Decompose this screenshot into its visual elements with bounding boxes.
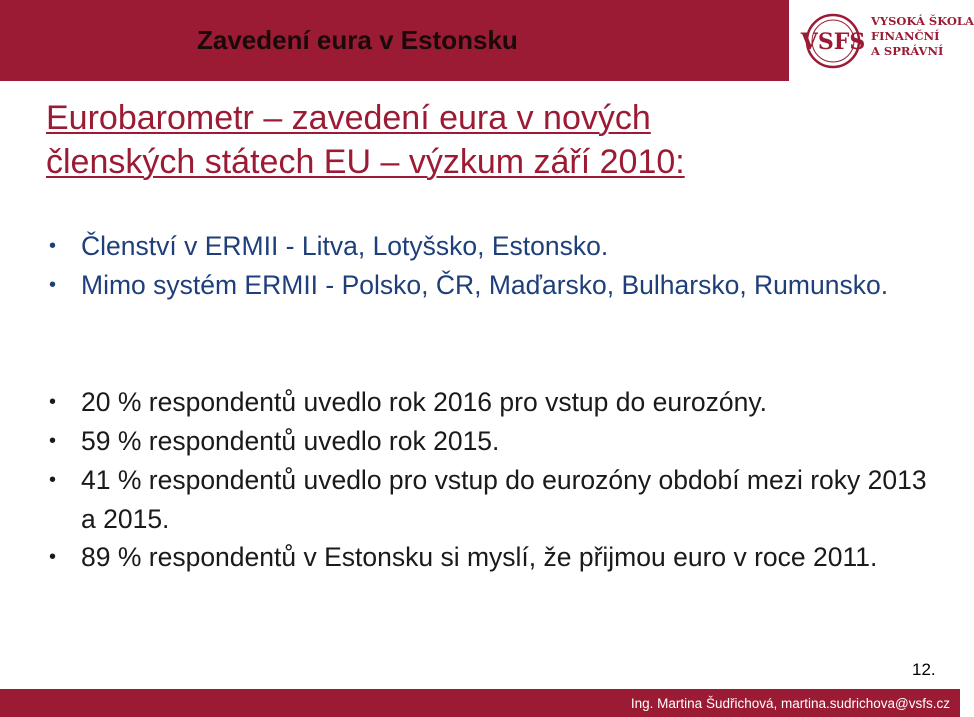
list-item-text: Členství v ERMII - Litva, Lotyšsko, Estonsko. bbox=[81, 231, 609, 261]
list-item bbox=[49, 422, 941, 461]
bullet-icon: • bbox=[49, 430, 57, 452]
bullet-icon: • bbox=[49, 274, 57, 296]
logo-wordmark bbox=[871, 14, 974, 59]
list-item bbox=[49, 461, 941, 539]
bullet-icon: • bbox=[49, 469, 57, 491]
footer-author: Ing. Martina Šudřichová, martina.sudrichova@vsfs.cz bbox=[630, 696, 950, 711]
list-item-text: 89 % respondentů v Estonsku si myslí, že přijmou euro v roce 2011. bbox=[81, 542, 878, 572]
slide-title: Zavedení eura v Estonsku bbox=[197, 25, 518, 55]
heading-line-1: Eurobarometr – zavedení eura v nových bbox=[46, 99, 651, 137]
school-logo bbox=[789, 0, 974, 81]
list-item-text: 41 % respondentů uvedlo pro vstup do eurozóny období mezi roky 2013 a 2015. bbox=[81, 465, 927, 534]
logo-monogram: VSFS bbox=[800, 29, 866, 55]
logo-line-1: VYSOKÁ ŠKOLA bbox=[871, 14, 974, 28]
slide-heading bbox=[46, 96, 926, 184]
list-item-text: Mimo systém ERMII - Polsko, ČR, Maďarsko, Bulharsko, Rumunsko. bbox=[81, 270, 889, 300]
logo-line-3: A SPRÁVNÍ bbox=[871, 44, 944, 58]
list-item-text: 20 % respondentů uvedlo rok 2016 pro vstup do eurozóny. bbox=[81, 387, 768, 417]
heading-line-2: členských státech EU – výzkum září 2010: bbox=[46, 143, 685, 181]
bullet-icon: • bbox=[49, 235, 57, 257]
list-item-text: 59 % respondentů uvedlo rok 2015. bbox=[81, 426, 500, 456]
list-item bbox=[49, 538, 941, 577]
bullet-icon: • bbox=[49, 391, 57, 413]
vsfs-logo-icon bbox=[800, 12, 868, 70]
list-item bbox=[49, 383, 941, 422]
page-number: 12. bbox=[912, 660, 936, 679]
footer-bar bbox=[0, 689, 960, 717]
logo-line-2: FINANČNÍ bbox=[871, 29, 940, 43]
bullet-icon: • bbox=[49, 546, 57, 568]
list-item bbox=[49, 227, 941, 266]
list-item bbox=[49, 266, 941, 305]
